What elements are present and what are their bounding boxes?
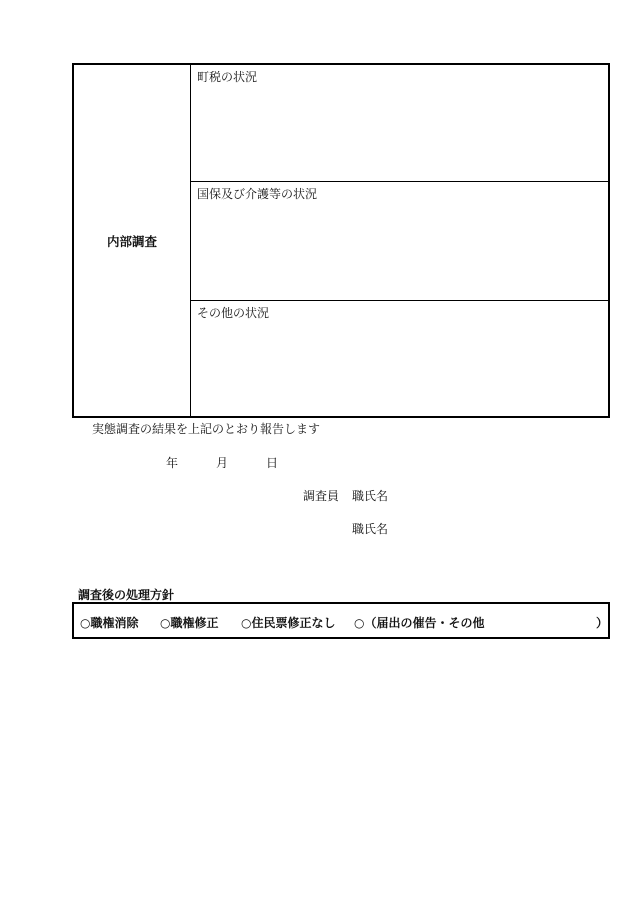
section-insurance-care-label: 国保及び介護等の状況 [197,187,318,201]
report-statement: 実態調査の結果を上記のとおり報告します [92,422,321,436]
option-notice-or-other[interactable]: ○（届出の催告・その他 [354,616,485,630]
investigator-label: 調査員 [303,489,340,503]
date-day-label: 日 [266,456,279,470]
row-header-label: 内部調査 [106,233,157,249]
option-correct-by-authority[interactable]: ○職権修正 [160,616,219,630]
option-revoke-by-authority[interactable]: ○職権消除 [80,616,139,630]
section-town-tax[interactable] [191,65,608,182]
option-no-registry-change[interactable]: ○住民票修正なし [241,616,336,630]
policy-heading: 調査後の処理方針 [78,588,175,602]
survey-sections [191,65,608,416]
staff-name-label-1: 職氏名 [352,489,389,503]
staff-name-label-2: 職氏名 [352,522,389,536]
section-town-tax-label: 町税の状況 [197,70,258,84]
section-other-label: その他の状況 [197,306,270,320]
policy-options-box [72,602,610,639]
row-header-cell [74,65,191,416]
date-month-label: 月 [216,456,229,470]
date-year-label: 年 [166,456,179,470]
closing-paren: ） [596,616,609,630]
section-other[interactable] [191,301,608,416]
internal-survey-table [72,63,610,418]
section-insurance-care[interactable] [191,182,608,301]
